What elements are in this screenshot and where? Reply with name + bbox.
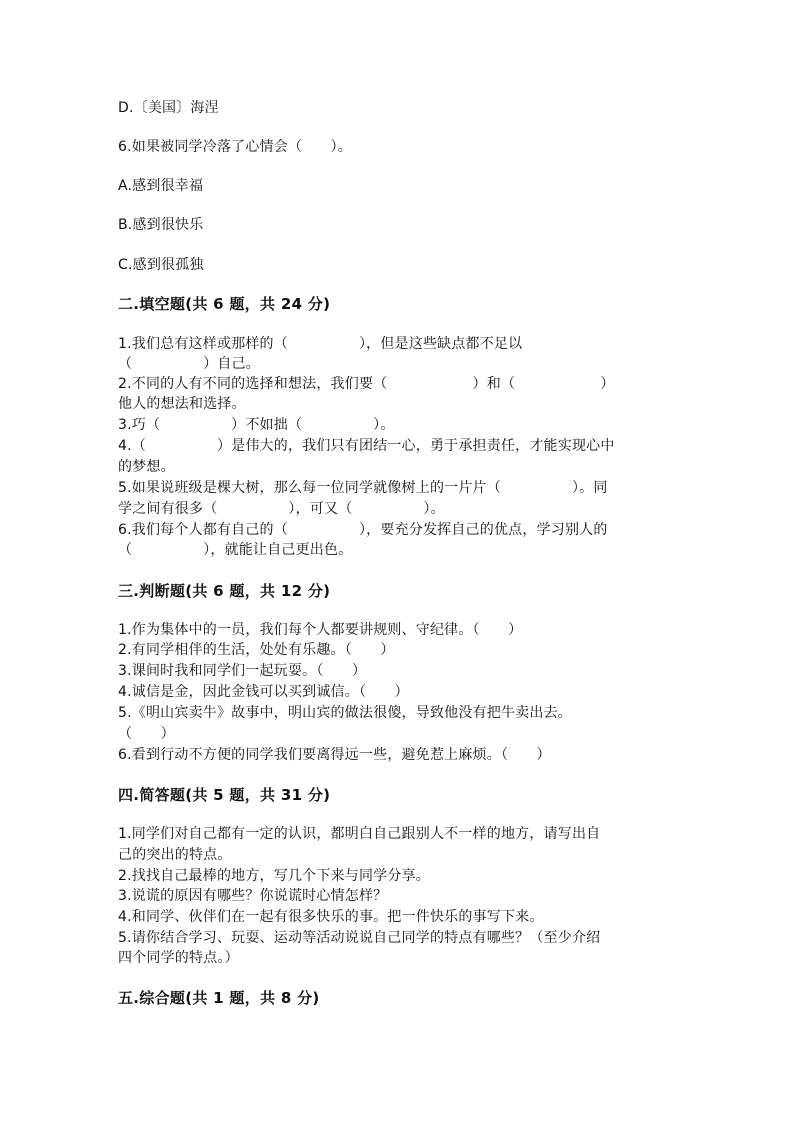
section-heading-true-false: 三.判断题(共 6 题，共 12 分) <box>118 582 331 600</box>
fill-blank-line: 的梦想。 <box>118 459 175 475</box>
short-answer-line: 5.请你结合学习、玩耍、运动等活动说说自己同学的特点有哪些？（至少介绍 <box>118 930 601 946</box>
short-answer-line: 4.和同学、伙伴们在一起有很多快乐的事。把一件快乐的事写下来。 <box>118 909 544 925</box>
q6-option-a: A.感到很幸福 <box>118 178 204 194</box>
true-false-line: （ ） <box>118 726 175 742</box>
fill-blank-line: 2.不同的人有不同的选择和想法，我们要（ ）和（ ） <box>118 376 615 392</box>
fill-blank-line: 3.巧（ ）不如拙（ ）。 <box>118 417 395 433</box>
section-heading-fill-blank: 二.填空题(共 6 题，共 24 分) <box>118 295 331 313</box>
true-false-line: 4.诚信是金，因此金钱可以买到诚信。（ ） <box>118 684 409 700</box>
true-false-line: 1.作为集体中的一员，我们每个人都要讲规则、守纪律。（ ） <box>118 622 523 638</box>
short-answer-line: 3.说谎的原因有哪些？你说谎时心情怎样？ <box>118 888 388 904</box>
true-false-line: 2.有同学相伴的生活，处处有乐趣。（ ） <box>118 642 395 658</box>
short-answer-line: 1.同学们对自己都有一定的认识，都明白自己跟别人不一样的地方，请写出自 <box>118 826 601 842</box>
section-heading-comprehensive: 五.综合题(共 1 题，共 8 分) <box>118 989 320 1007</box>
q5-option-d: D.〔美国〕海涅 <box>118 100 219 116</box>
q6-option-b: B.感到很快乐 <box>118 217 204 233</box>
fill-blank-line: 6.我们每个人都有自己的（ ），要充分发挥自己的优点，学习别人的 <box>118 522 608 538</box>
true-false-line: 5.《明山宾卖牛》故事中，明山宾的做法很傻，导致他没有把牛卖出去。 <box>118 705 572 721</box>
short-answer-line: 己的突出的特点。 <box>118 847 232 863</box>
true-false-line: 3.课间时我和同学们一起玩耍。（ ） <box>118 663 367 679</box>
q6-option-c: C.感到很孤独 <box>118 257 204 273</box>
fill-blank-line: 学之间有很多（ ），可又（ ）。 <box>118 501 445 517</box>
short-answer-line: 2.找找自己最棒的地方，写几个下来与同学分享。 <box>118 868 430 884</box>
section-heading-short-answer: 四.简答题(共 5 题，共 31 分) <box>118 786 331 804</box>
fill-blank-line: 5.如果说班级是棵大树，那么每一位同学就像树上的一片片（ ）。同 <box>118 480 608 496</box>
fill-blank-line: 1.我们总有这样或那样的（ ），但是这些缺点都不足以 <box>118 336 523 352</box>
q6-stem: 6.如果被同学冷落了心情会（ ）。 <box>118 139 352 155</box>
fill-blank-line: 他人的想法和选择。 <box>118 396 246 412</box>
true-false-line: 6.看到行动不方便的同学我们要离得远一些，避免惹上麻烦。（ ） <box>118 747 551 763</box>
fill-blank-line: （ ），就能让自己更出色。 <box>118 542 353 558</box>
fill-blank-line: 4.（ ）是伟大的，我们只有团结一心，勇于承担责任，才能实现心中 <box>118 438 615 454</box>
short-answer-line: 四个同学的特点。） <box>118 950 239 966</box>
fill-blank-line: （ ）自己。 <box>118 356 260 372</box>
